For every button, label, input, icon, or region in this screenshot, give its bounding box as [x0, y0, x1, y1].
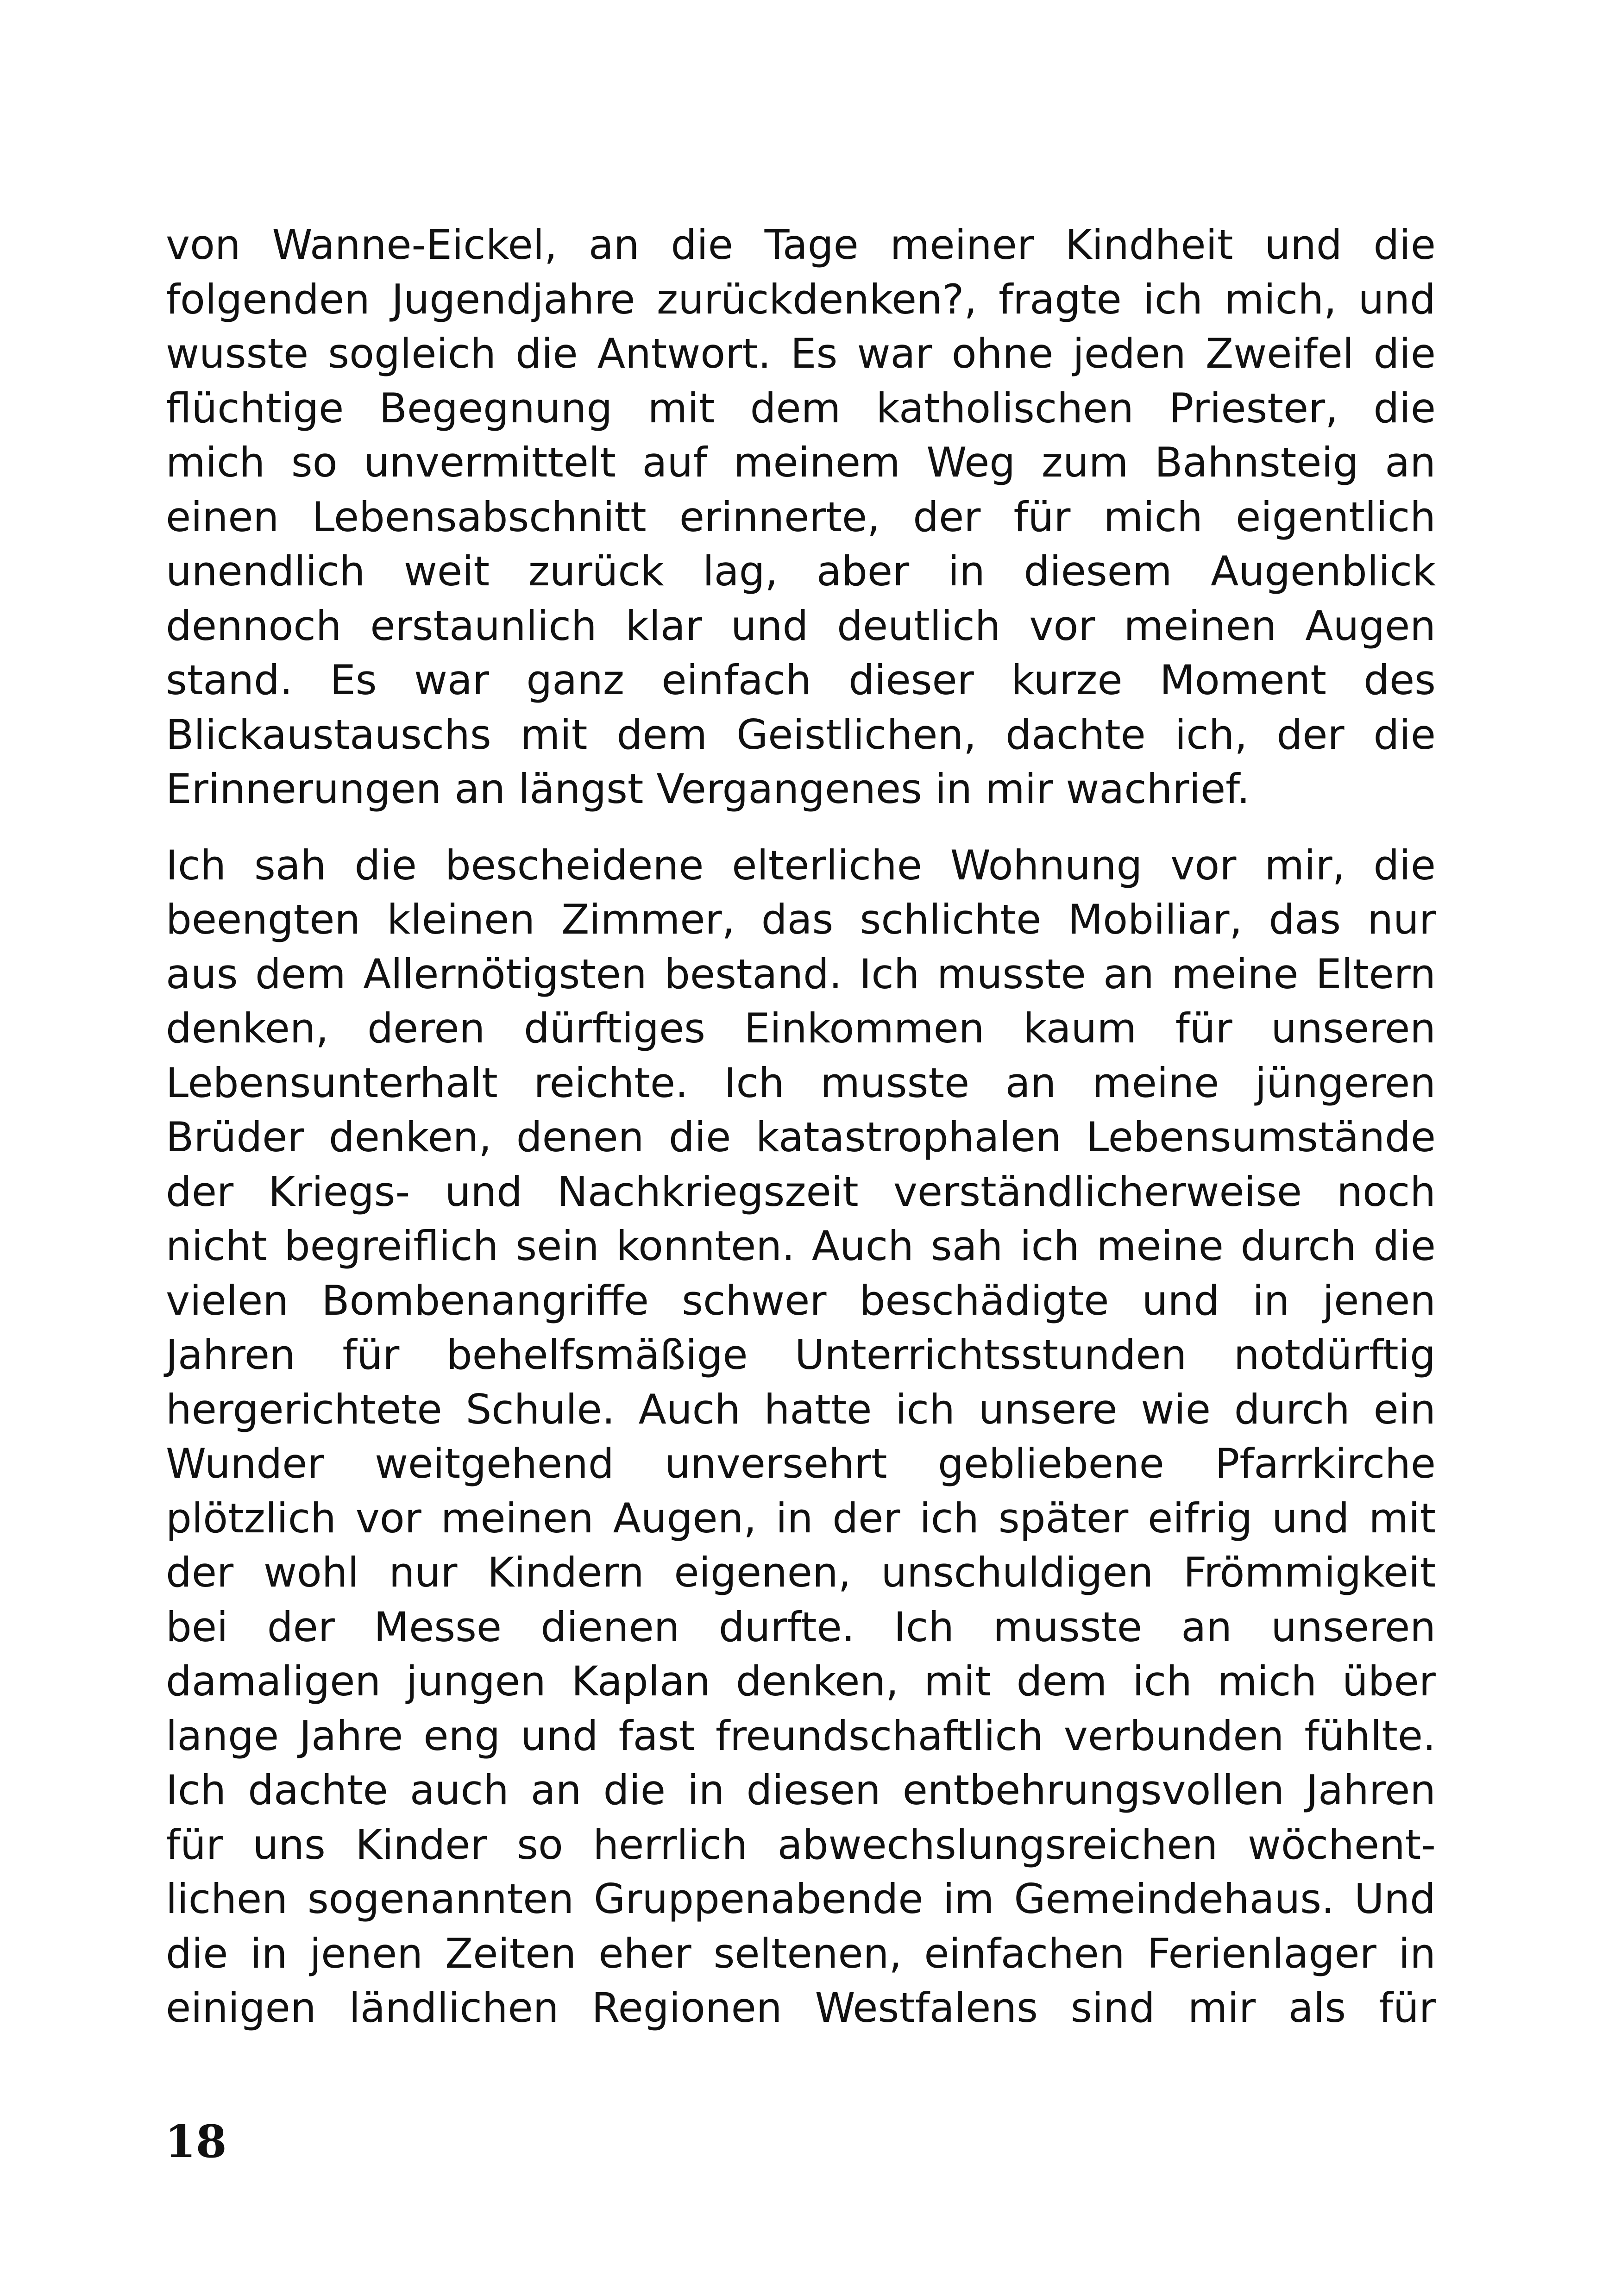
text-line: mich so unvermittelt auf meinem Weg zum Bahnsteig an — [166, 439, 1436, 486]
text-line: einigen ländlichen Regionen Westfalens sind mir als für — [166, 1984, 1436, 2032]
text-line: plötzlich vor meinen Augen, in der ich später eifrig und mit — [166, 1494, 1436, 1542]
text-line: der Kriegs- und Nachkriegszeit verständlicherweise noch — [166, 1167, 1436, 1216]
text-line: für uns Kinder so herrlich abwechslungsreichen wöchent- — [166, 1820, 1436, 1869]
paragraph-2 — [166, 838, 1436, 2035]
text-line: Jahren für behelfsmäßige Unterrichtsstunden notdürftig — [166, 1331, 1436, 1379]
text-line: der wohl nur Kindern eigenen, unschuldigen Frömmigkeit — [166, 1549, 1436, 1596]
paragraph-1 — [166, 218, 1436, 816]
text-line: Blickaustauschs mit dem Geistlichen, dachte ich, der die — [166, 710, 1436, 759]
page-number: 18 — [165, 2115, 227, 2168]
text-line: lichen sogenannten Gruppenabende im Gemeindehaus. Und — [166, 1875, 1436, 1923]
text-line: vielen Bombenangriffe schwer beschädigte und in jenen — [166, 1276, 1436, 1324]
text-line: von Wanne-Eickel, an die Tage meiner Kindheit und die — [166, 221, 1436, 269]
text-line: denken, deren dürftiges Einkommen kaum für unseren — [166, 1004, 1436, 1052]
text-line: Lebensunterhalt reichte. Ich musste an meine jüngeren — [166, 1059, 1436, 1107]
text-line: beengten kleinen Zimmer, das schlichte Mobiliar, das nur — [166, 896, 1436, 943]
text-line: Ich dachte auch an die in diesen entbehrungsvollen Jahren — [166, 1766, 1436, 1814]
text-line: bei der Messe dienen durfte. Ich musste an unseren — [166, 1603, 1436, 1651]
text-line: einen Lebensabschnitt erinnerte, der für mich eigentlich — [166, 493, 1436, 541]
text-line: folgenden Jugendjahre zurückdenken?, fragte ich mich, und — [166, 275, 1436, 323]
body-text — [166, 218, 1436, 2035]
text-line: stand. Es war ganz einfach dieser kurze Moment des — [166, 656, 1436, 704]
text-line: hergerichtete Schule. Auch hatte ich unsere wie durch ein — [166, 1385, 1436, 1433]
text-line: dennoch erstaunlich klar und deutlich vor meinen Augen — [166, 602, 1436, 650]
text-line: wusste sogleich die Antwort. Es war ohne jeden Zweifel die — [166, 330, 1436, 377]
text-line: Ich sah die bescheidene elterliche Wohnung vor mir, die — [166, 841, 1436, 889]
text-line: Brüder denken, denen die katastrophalen Lebensumstände — [166, 1113, 1436, 1161]
text-line: damaligen jungen Kaplan denken, mit dem ich mich über — [166, 1657, 1436, 1705]
text-line: Wunder weitgehend unversehrt gebliebene Pfarrkirche — [166, 1440, 1436, 1487]
text-line: aus dem Allernötigsten bestand. Ich musste an meine Eltern — [166, 950, 1436, 998]
text-line: Erinnerungen an längst Vergangenes in mir wachrief. — [166, 765, 1250, 813]
text-line: nicht begreiflich sein konnten. Auch sah ich meine durch die — [166, 1222, 1436, 1270]
text-line: die in jenen Zeiten eher seltenen, einfachen Ferienlager in — [166, 1929, 1436, 1977]
text-line: lange Jahre eng und fast freundschaftlich verbunden fühlte. — [166, 1712, 1436, 1760]
text-line: flüchtige Begegnung mit dem katholischen Priester, die — [166, 384, 1436, 432]
text-line: unendlich weit zurück lag, aber in diesem Augenblick — [166, 547, 1436, 595]
